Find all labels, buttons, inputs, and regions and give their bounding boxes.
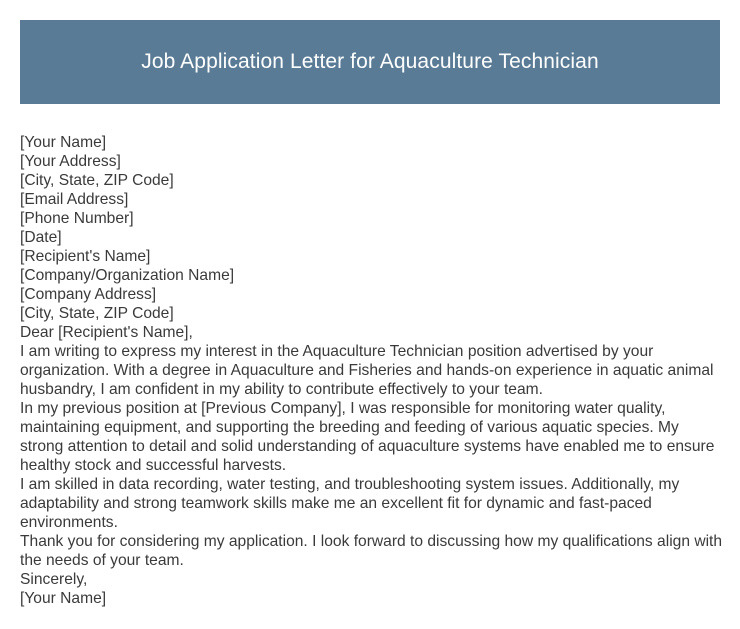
paragraph-thanks: Thank you for considering my application. I look forward to discussing how my qualifications align with the needs of your team. [20,533,723,569]
recipient-organization: [Company/Organization Name] [20,267,235,284]
sender-email: [Email Address] [20,191,129,208]
paragraph-skills: I am skilled in data recording, water testing, and troubleshooting system issues. Additionally, my adaptability and strong teamwork skills make me an excellent fit for dynamic and fast-paced environments. [20,476,680,531]
paragraph-experience: In my previous position at [Previous Company], I was responsible for monitoring water quality, maintaining equipment, and supporting the breeding and feeding of various aquatic species. My strong attention to detail and solid understanding of aquaculture systems have enabled me to ensure healthy stock and successful harvests. [20,400,715,474]
sender-city-state-zip: [City, State, ZIP Code] [20,172,174,189]
paragraph-interest: I am writing to express my interest in the Aquaculture Technician position advertised by your organization. With a degree in Aquaculture and Fisheries and hands-on experience in aquatic animal husbandry, I am confident in my ability to contribute effectively to your team. [20,343,714,398]
signature: [Your Name] [20,590,107,607]
letter-body [20,133,725,608]
recipient-address: [Company Address] [20,286,157,303]
page-title: Job Application Letter for Aquaculture Technician [141,50,599,73]
salutation: Dear [Recipient's Name], [20,324,193,341]
sender-address: [Your Address] [20,153,121,170]
sender-phone: [Phone Number] [20,210,134,227]
header-banner [20,20,720,104]
letter-date: [Date] [20,229,62,246]
closing: Sincerely, [20,571,88,588]
recipient-name: [Recipient's Name] [20,248,151,265]
recipient-city-state-zip: [City, State, ZIP Code] [20,305,174,322]
sender-name: [Your Name] [20,134,107,151]
